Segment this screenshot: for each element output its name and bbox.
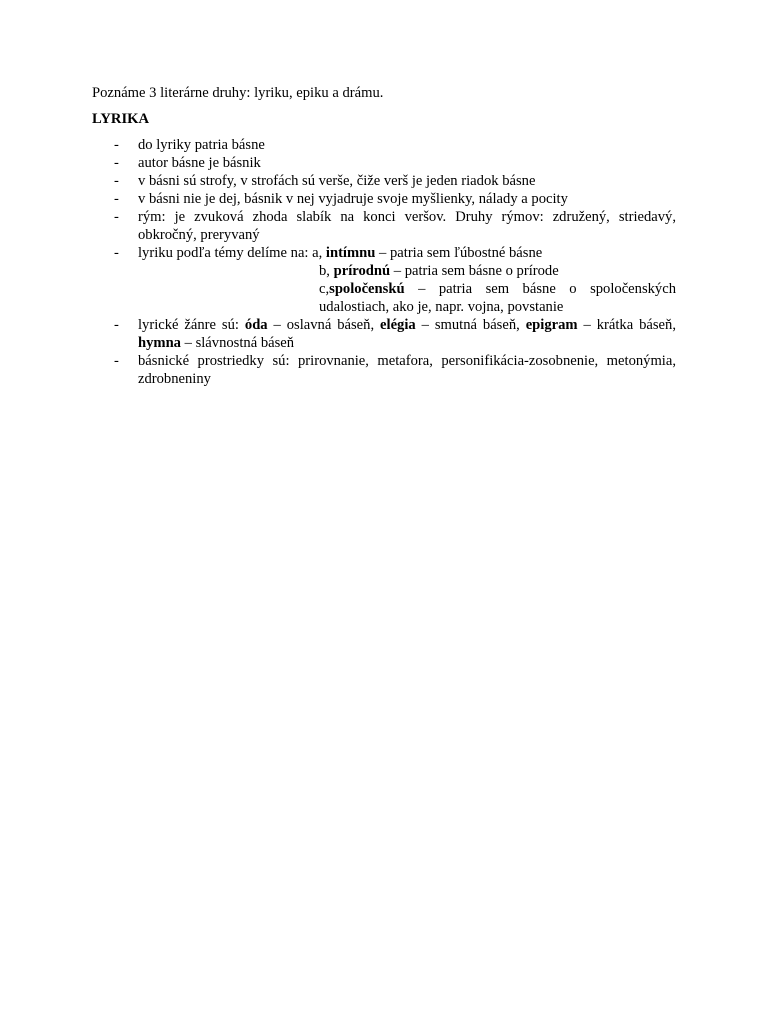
section-heading: LYRIKA [92,111,150,127]
bullet-dash: - [114,317,119,333]
list-item-text: do lyriky patria básne [138,137,265,153]
term-spolocensku-desc: – patria sem básne o spoločenských udalostiach, ako je, napr. vojna, povstanie [319,281,676,315]
bullet-dash: - [114,137,119,153]
term-elegia: elégia [380,317,416,333]
theme-c [319,280,676,316]
list-item-text: v básni sú strofy, v strofách sú verše, čiže verš je jeden riadok básne [138,173,536,189]
term-prirodnu-desc: – patria sem básne o prírode [390,263,559,279]
theme-b-prefix: b, [319,263,334,279]
theme-c-prefix: c, [319,281,330,297]
list-item [92,190,676,208]
list-item-text: autor básne je básnik [138,155,261,171]
term-hymna: hymna [138,335,181,351]
list-item [92,208,676,244]
bullet-dash: - [114,353,119,369]
list-item-genres [92,316,676,352]
term-oda-desc: – oslavná báseň, [267,317,381,333]
term-prirodnu: prírodnú [333,263,391,279]
list-item-text: rým: je zvuková zhoda slabík na konci veršov. Druhy rýmov: združený, striedavý, obkročný, preryvaný [138,209,676,243]
term-intimnu-desc: – patria sem ľúbostné básne [375,245,543,261]
term-epigram-desc: – krátka báseň, [577,317,676,333]
list-item-themes [92,244,676,316]
intro-paragraph: Poznáme 3 literárne druhy: lyriku, epiku a drámu. [92,85,384,101]
bullet-dash: - [114,209,119,225]
list-item-text: básnické prostriedky sú: prirovnanie, metafora, personifikácia-zosobnenie, metonýmia, zdrobneniny [138,353,676,387]
term-spolocensku: spoločenskú [329,281,405,297]
bullet-dash: - [114,245,119,261]
genres-lead: lyrické žánre sú: [138,317,245,333]
term-hymna-desc: – slávnostná báseň [180,335,295,351]
bullet-dash: - [114,173,119,189]
list-item [92,172,676,190]
term-epigram: epigram [525,317,578,333]
list-item [92,154,676,172]
term-oda: óda [244,317,268,333]
list-item [92,352,676,388]
list-item [92,136,676,154]
theme-b [319,262,676,280]
term-intimnu: intímnu [325,245,376,261]
term-elegia-desc: – smutná báseň, [415,317,526,333]
list-item-text: v básni nie je dej, básnik v nej vyjadruje svoje myšlienky, nálady a pocity [138,191,568,207]
bullet-dash: - [114,155,119,171]
bullet-dash: - [114,191,119,207]
lyric-list [92,136,676,388]
document-page [92,84,676,388]
themes-lead: lyriku podľa témy delíme na: a, [138,245,326,261]
